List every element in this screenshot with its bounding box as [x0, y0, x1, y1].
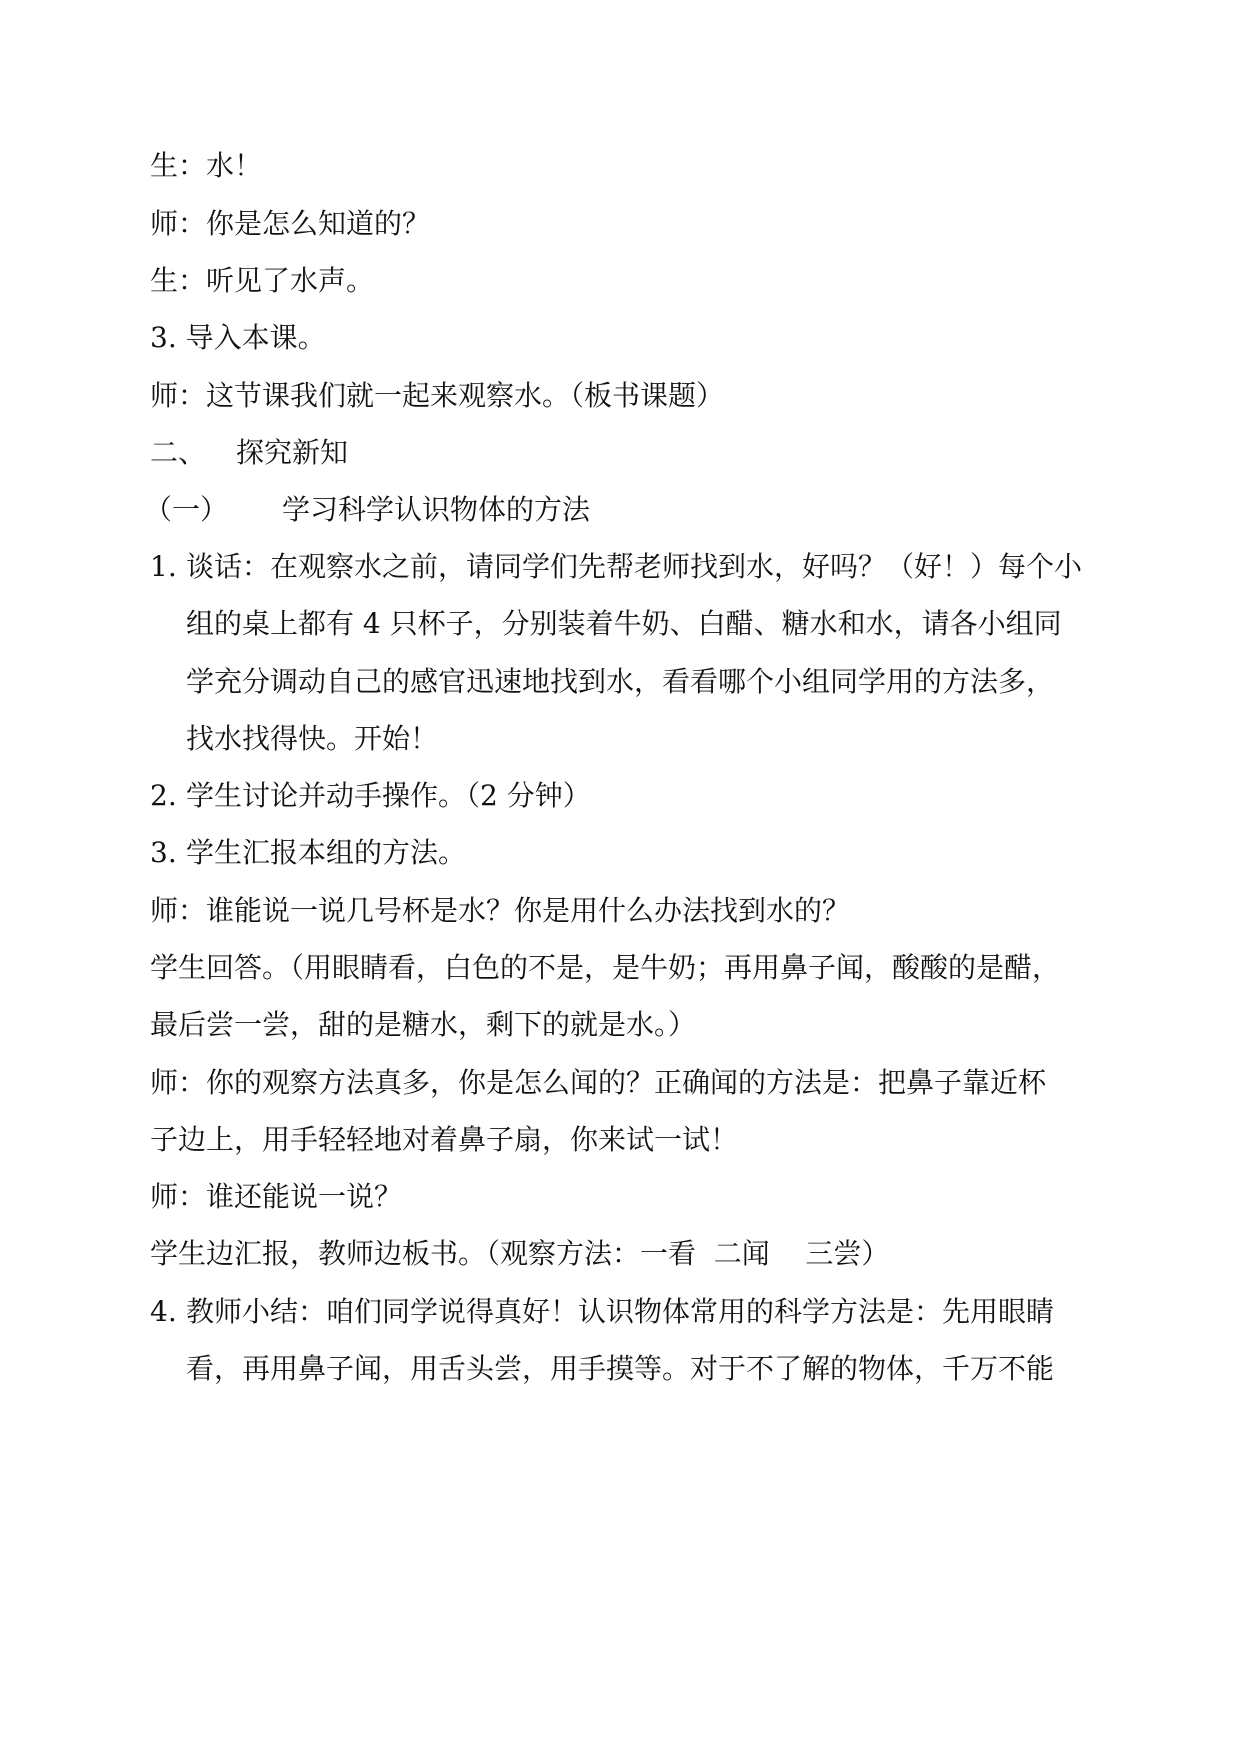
dialogue-line: 生：听见了水声。 [150, 264, 375, 297]
list-item-text: 学生汇报本组的方法。 [186, 836, 467, 869]
list-item-text: 谈话：在观察水之前，请同学们先帮老师找到水，好吗？（好！）每个小 [186, 550, 1083, 583]
list-number: 2. [150, 779, 177, 812]
list-number: 4. [150, 1295, 177, 1328]
section-title: 探究新知 [236, 436, 349, 469]
list-item-text: 找水找得快。开始！ [186, 722, 439, 755]
subsection-number: （一） [144, 493, 229, 526]
list-number: 1. [150, 550, 177, 583]
dialogue-line: 生：水！ [150, 149, 263, 182]
paragraph-line: 学生回答。（用眼睛看，白色的不是，是牛奶；再用鼻子闻，酸酸的是醋， [150, 951, 1061, 984]
paragraph-line: 最后尝一尝，甜的是糖水，剩下的就是水。） [150, 1008, 697, 1041]
subsection-heading [144, 490, 750, 530]
paragraph-line: 师：你的观察方法真多，你是怎么闻的？正确闻的方法是：把鼻子靠近杯 [150, 1066, 1047, 1099]
list-item-text: 看，再用鼻子闻，用舌头尝，用手摸等。对于不了解的物体，千万不能 [186, 1352, 1055, 1385]
list-item-text: 教师小结：咱们同学说得真好！认识物体常用的科学方法是：先用眼睛 [186, 1295, 1055, 1328]
paragraph-line: 学生边汇报，教师边板书。（观察方法：一看 二闻 三尝） [150, 1237, 890, 1270]
dialogue-line: 师：谁还能说一说？ [150, 1180, 403, 1213]
section-number: 二、 [150, 436, 207, 469]
section-heading [150, 433, 550, 473]
paragraph-line: 子边上，用手轻轻地对着鼻子扇，你来试一试！ [150, 1123, 739, 1156]
list-number: 3. [150, 836, 177, 869]
dialogue-line: 师：这节课我们就一起来观察水。（板书课题） [150, 379, 725, 412]
list-item-text: 学生讨论并动手操作。（2 分钟） [186, 779, 591, 812]
dialogue-line: 师：谁能说一说几号杯是水？你是用什么办法找到水的？ [150, 894, 851, 927]
list-item-text: 组的桌上都有 4 只杯子，分别装着牛奶、白醋、糖水和水，请各小组同 [186, 607, 1062, 640]
step-line: 3. 导入本课。 [150, 321, 326, 354]
dialogue-line: 师：你是怎么知道的？ [150, 207, 431, 240]
list-item-text: 学充分调动自己的感官迅速地找到水，看看哪个小组同学用的方法多， [186, 665, 1055, 698]
subsection-title: 学习科学认识物体的方法 [282, 493, 591, 526]
